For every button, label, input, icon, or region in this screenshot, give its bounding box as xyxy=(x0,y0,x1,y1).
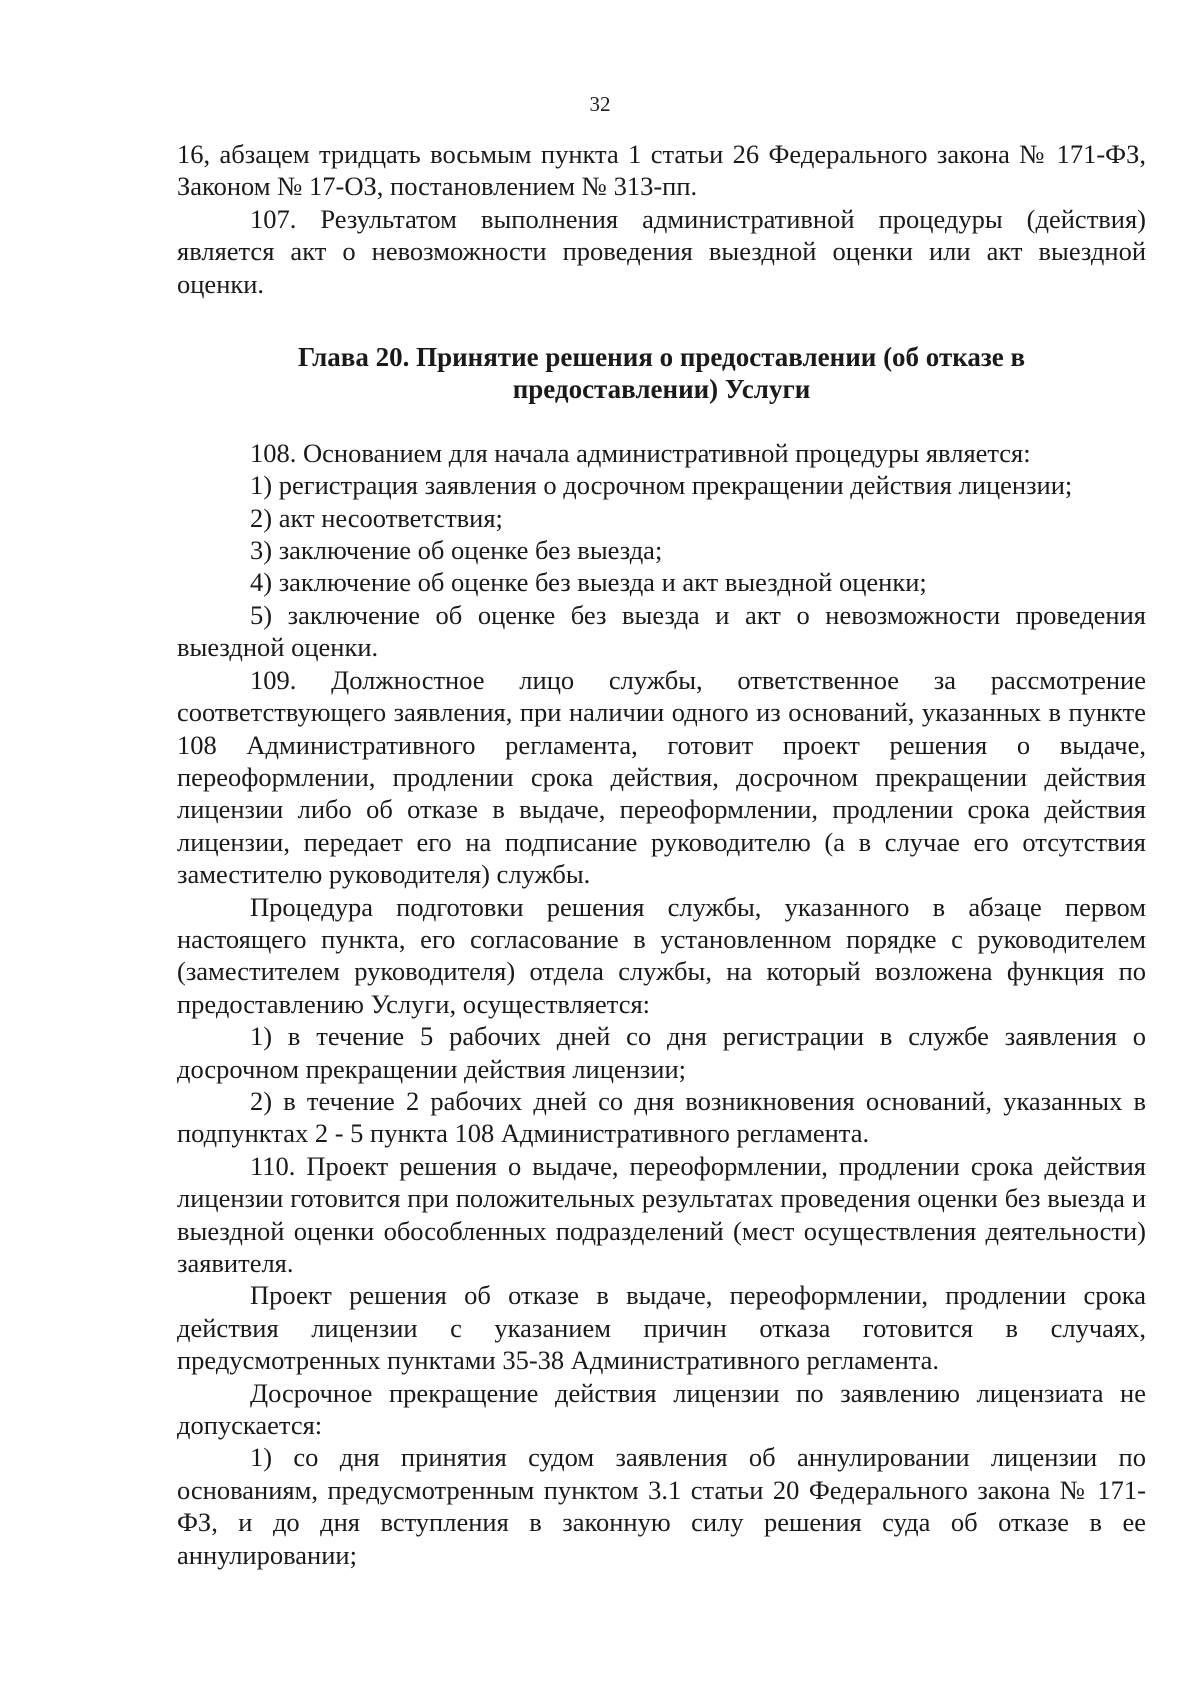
paragraph-109: 109. Должностное лицо службы, ответственное за рассмотрение соответствующего заявления, при наличии одного из оснований, указанных в пункте 108 Административного регламента, готовит проект решения о выдаче, переоформлении, продлении срока действия, досрочном прекращении действия лицензии либо об отказе в выдаче, переоформлении, продлении срока действия лицензии, передает его на подписание руководителю (а в случае его отсутствия заместителю руководителя) службы. xyxy=(177,664,1146,890)
chapter-heading-line-2: предоставлении) Услуги xyxy=(512,374,811,405)
paragraph: Проект решения об отказе в выдаче, переоформлении, продлении срока действия лицензии с указанием причин отказа готовится в случаях, предусмотренных пунктами 35-38 Административного регламента. xyxy=(177,1280,1146,1376)
document-body xyxy=(177,138,1146,1571)
list-item: 1) в течение 5 рабочих дней со дня регистрации в службе заявления о досрочном прекращении действия лицензии; xyxy=(177,1021,1146,1084)
list-item: 2) в течение 2 рабочих дней со дня возникновения оснований, указанных в подпунктах 2 - 5 пункта 108 Административного регламента. xyxy=(177,1085,1146,1149)
chapter-heading xyxy=(177,341,1146,406)
page-number: 32 xyxy=(589,92,611,116)
list-item: 1) со дня принятия судом заявления об аннулировании лицензии по основаниям, предусмотренным пунктом 3.1 статьи 20 Федерального закона № 171-ФЗ, и до дня вступления в законную силу решения суда об отказе в ее аннулировании; xyxy=(177,1442,1146,1570)
list-item: 3) заключение об оценке без выезда; xyxy=(250,535,663,566)
list-item: 1) регистрация заявления о досрочном прекращении действия лицензии; xyxy=(250,470,1073,501)
chapter-heading-line-1: Глава 20. Принятие решения о предоставлении (об отказе в xyxy=(297,342,1026,373)
paragraph-107: 107. Результатом выполнения административной процедуры (действия) является акт о невозможности проведения выездной оценки или акт выездной оценки. xyxy=(177,203,1146,299)
paragraph: 16, абзацем тридцать восьмым пункта 1 статьи 26 Федерального закона № 171-ФЗ, Законом № 17-ОЗ, постановлением № 313-пп. xyxy=(177,139,1146,202)
paragraph: Процедура подготовки решения службы, указанного в абзаце первом настоящего пункта, его согласование в установленном порядке с руководителем (заместителем руководителя) отдела службы, на который возложена функция по предоставлению Услуги, осуществляется: xyxy=(177,891,1146,1019)
paragraph: Досрочное прекращение действия лицензии по заявлению лицензиата не допускается: xyxy=(177,1377,1146,1441)
list-item: 2) акт несоответствия; xyxy=(250,502,503,533)
list-item: 5) заключение об оценке без выезда и акт о невозможности проведения выездной оценки. xyxy=(177,599,1146,663)
list-item: 4) заключение об оценке без выезда и акт выездной оценки; xyxy=(250,567,927,598)
paragraph-110: 110. Проект решения о выдаче, переоформлении, продлении срока действия лицензии готовится при положительных результатах проведения оценки без выезда и выездной оценки обособленных подразделений (мест осуществления деятельности) заявителя. xyxy=(177,1150,1146,1278)
paragraph-108: 108. Основанием для начала административной процедуры является: xyxy=(250,437,1031,468)
